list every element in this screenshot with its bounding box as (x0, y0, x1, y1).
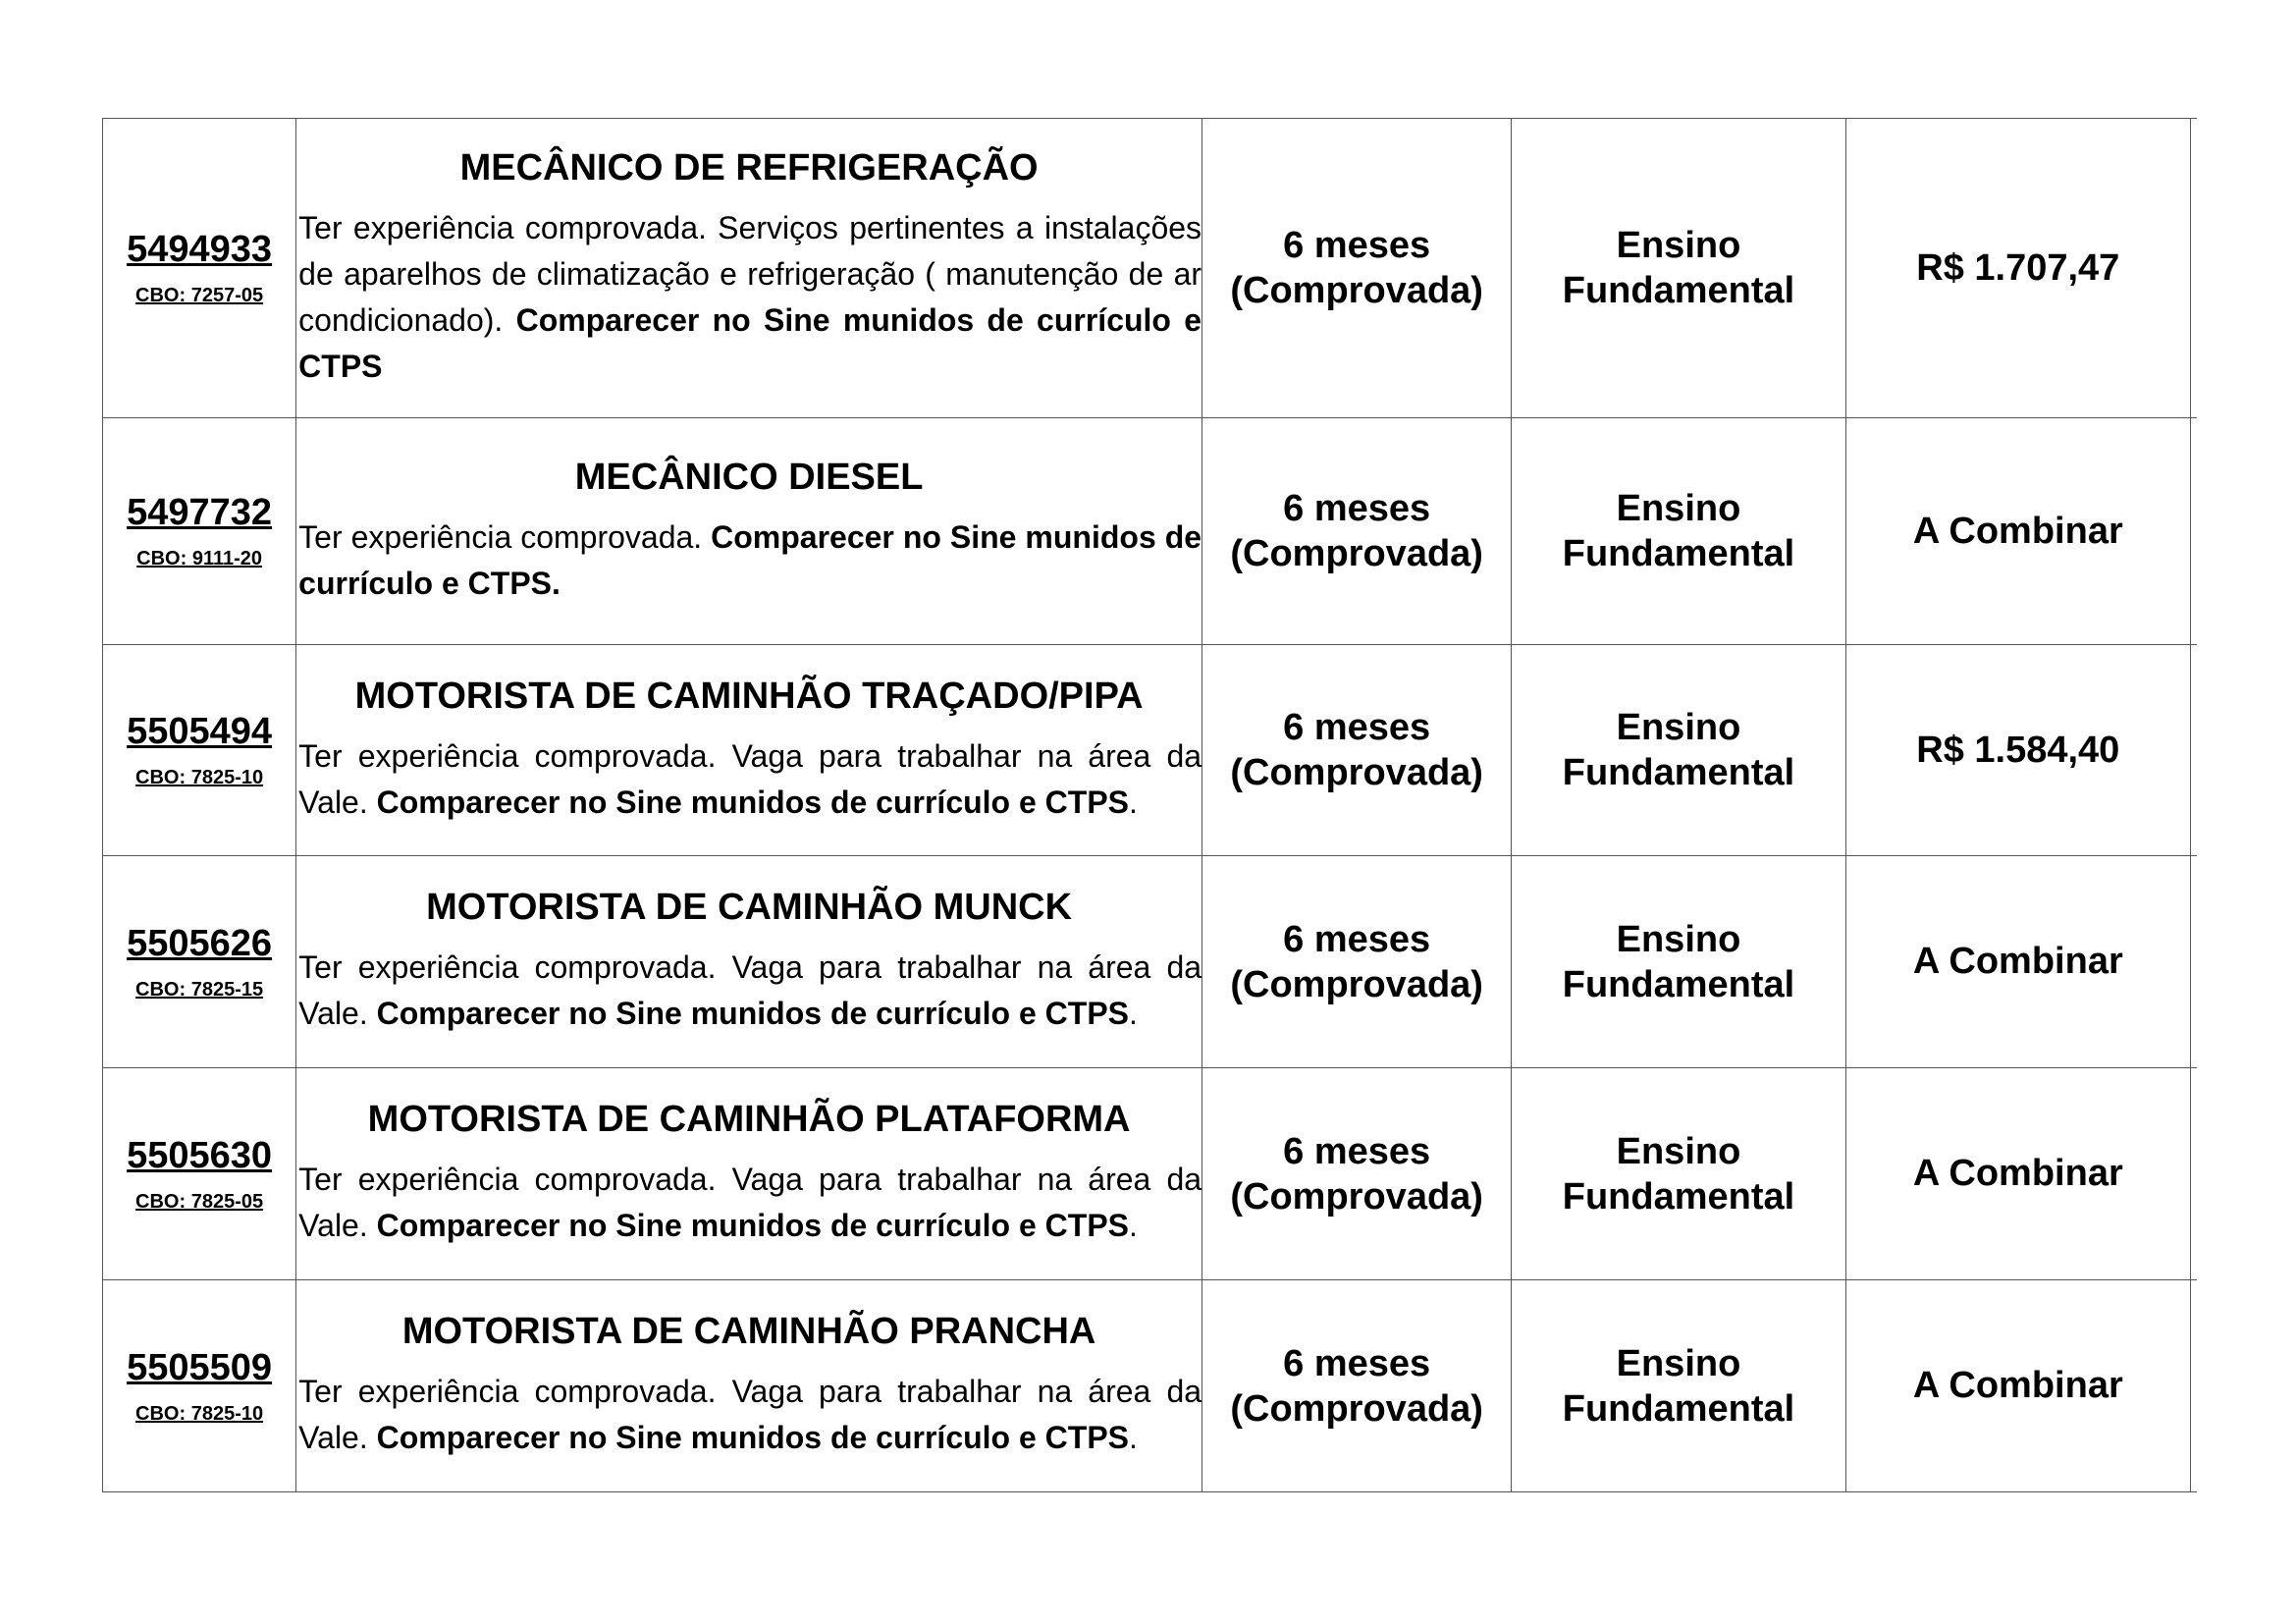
experience-duration: 6 meses (1283, 225, 1431, 266)
job-title: MOTORISTA DE CAMINHÃO PRANCHA (401, 1311, 1096, 1352)
salary-value: A Combinar (1912, 941, 2123, 982)
experience-cell (1202, 418, 1512, 645)
education-grade: Fundamental (1562, 533, 1795, 574)
education-cell (1512, 1068, 1845, 1280)
description-text: Ter experiência comprovada. Vaga para trabalhar na área da Vale. (298, 1162, 1202, 1243)
job-code-cell (103, 418, 296, 645)
experience-duration: 6 meses (1283, 707, 1431, 748)
job-listings-table (102, 118, 2197, 1492)
job-code[interactable]: 5505509 (127, 1346, 273, 1388)
education-level: Ensino (1616, 1130, 1741, 1172)
job-listings-body (103, 119, 2198, 1492)
description-instruction: Comparecer no Sine munidos de currículo e CTPS (376, 996, 1130, 1031)
experience-cell (1202, 119, 1512, 418)
table-edge (2190, 119, 2197, 418)
salary-value: R$ 1.707,47 (1916, 246, 2120, 289)
job-code[interactable]: 5505630 (127, 1134, 273, 1176)
cbo-code[interactable]: CBO: 9111-20 (136, 548, 263, 569)
description-text: Ter experiência comprovada. Vaga para trabalhar na área da Vale. (298, 737, 1202, 820)
education-cell (1512, 119, 1845, 418)
job-description (296, 514, 1201, 607)
description-instruction: Comparecer no Sine munidos de currículo e CTPS (376, 1420, 1130, 1455)
job-description-cell (296, 1280, 1202, 1492)
salary-cell (1845, 645, 2190, 856)
table-edge (2190, 645, 2197, 856)
job-code[interactable]: 5505626 (127, 922, 273, 964)
job-description (296, 1369, 1201, 1461)
description-tail: . (1129, 1420, 1138, 1455)
experience-duration: 6 meses (1283, 1130, 1431, 1172)
experience-proof: (Comprovada) (1230, 270, 1483, 311)
salary-cell (1845, 418, 2190, 645)
description-tail: . (1129, 1208, 1138, 1243)
cbo-code[interactable]: CBO: 7825-10 (135, 1402, 264, 1425)
job-description-cell (296, 645, 1202, 856)
job-description (296, 733, 1201, 826)
cbo-code[interactable]: CBO: 7825-10 (135, 767, 264, 788)
job-code[interactable]: 5497732 (127, 492, 273, 533)
description-tail: . (1129, 784, 1138, 820)
education-level: Ensino (1616, 707, 1741, 748)
education-grade: Fundamental (1562, 1387, 1795, 1430)
job-description-cell (296, 418, 1202, 645)
experience-proof: (Comprovada) (1230, 1387, 1483, 1430)
table-row (103, 645, 2198, 856)
education-grade: Fundamental (1562, 270, 1795, 311)
education-cell (1512, 856, 1845, 1068)
job-code-cell (103, 856, 296, 1068)
job-code-cell (103, 1280, 296, 1492)
description-instruction: Comparecer no Sine munidos de currículo e CTPS (376, 1208, 1130, 1243)
cbo-code[interactable]: CBO: 7257-05 (135, 285, 264, 306)
description-text: Ter experiência comprovada. Vaga para trabalhar na área da Vale. (298, 949, 1202, 1031)
education-level: Ensino (1616, 1342, 1741, 1384)
table-row (103, 856, 2198, 1068)
education-cell (1512, 645, 1845, 856)
job-description (296, 1157, 1201, 1249)
job-code-cell (103, 1068, 296, 1280)
job-description-cell (296, 856, 1202, 1068)
description-instruction: Comparecer no Sine munidos de currículo e CTPS (376, 784, 1130, 820)
job-description-cell (296, 119, 1202, 418)
description-text: Ter experiência comprovada. (298, 518, 712, 555)
experience-proof: (Comprovada) (1230, 963, 1483, 1005)
table-edge (2190, 418, 2197, 645)
cbo-code[interactable]: CBO: 7825-15 (135, 978, 264, 1001)
salary-cell (1845, 1280, 2190, 1492)
education-grade: Fundamental (1562, 963, 1795, 1005)
experience-duration: 6 meses (1283, 488, 1431, 529)
description-instruction: Comparecer no Sine munidos de currículo e CTPS. (298, 518, 1202, 601)
job-code-cell (103, 645, 296, 856)
experience-proof: (Comprovada) (1230, 752, 1483, 793)
job-code-cell (103, 119, 296, 418)
experience-proof: (Comprovada) (1230, 1175, 1483, 1218)
experience-cell (1202, 1068, 1512, 1280)
table-row (103, 1280, 2198, 1492)
job-description-cell (296, 1068, 1202, 1280)
experience-cell (1202, 645, 1512, 856)
description-tail: . (1129, 996, 1138, 1031)
salary-cell (1845, 119, 2190, 418)
education-level: Ensino (1616, 225, 1741, 266)
table-edge (2190, 1280, 2197, 1492)
experience-duration: 6 meses (1283, 918, 1431, 960)
table-edge (2190, 1068, 2197, 1280)
education-level: Ensino (1616, 918, 1741, 960)
education-cell (1512, 418, 1845, 645)
salary-cell (1845, 1068, 2190, 1280)
job-description (296, 205, 1201, 390)
experience-cell (1202, 1280, 1512, 1492)
job-description (296, 945, 1201, 1037)
experience-duration: 6 meses (1283, 1342, 1431, 1384)
education-level: Ensino (1616, 488, 1741, 529)
job-code[interactable]: 5494933 (127, 229, 273, 270)
salary-cell (1845, 856, 2190, 1068)
experience-proof: (Comprovada) (1230, 533, 1483, 574)
table-row (103, 418, 2198, 645)
description-text: Ter experiência comprovada. Vaga para trabalhar na área da Vale. (298, 1374, 1202, 1455)
description-instruction: Comparecer no Sine munidos de currículo e CTPS (298, 301, 1202, 384)
salary-value: A Combinar (1912, 510, 2123, 552)
description-text: Ter experiência comprovada. Serviços pertinentes a instalações de aparelhos de climatização e refrigeração ( manutenção de ar condicionado). (298, 209, 1202, 338)
table-row (103, 119, 2198, 418)
salary-value: A Combinar (1912, 1153, 2123, 1194)
job-title: MOTORISTA DE CAMINHÃO TRAÇADO/PIPA (354, 675, 1144, 717)
table-edge (2190, 856, 2197, 1068)
job-title: MOTORISTA DE CAMINHÃO PLATAFORMA (367, 1099, 1131, 1140)
table-row (103, 1068, 2198, 1280)
salary-value: R$ 1.584,40 (1916, 729, 2120, 771)
education-grade: Fundamental (1562, 1175, 1795, 1218)
job-title: MECÂNICO DIESEL (574, 456, 924, 498)
salary-value: A Combinar (1912, 1365, 2123, 1406)
cbo-code[interactable]: CBO: 7825-05 (135, 1190, 264, 1213)
education-grade: Fundamental (1562, 752, 1795, 793)
education-cell (1512, 1280, 1845, 1492)
job-title: MECÂNICO DE REFRIGERAÇÃO (459, 146, 1039, 189)
experience-cell (1202, 856, 1512, 1068)
job-title: MOTORISTA DE CAMINHÃO MUNCK (426, 887, 1073, 928)
job-code[interactable]: 5505494 (127, 711, 273, 752)
